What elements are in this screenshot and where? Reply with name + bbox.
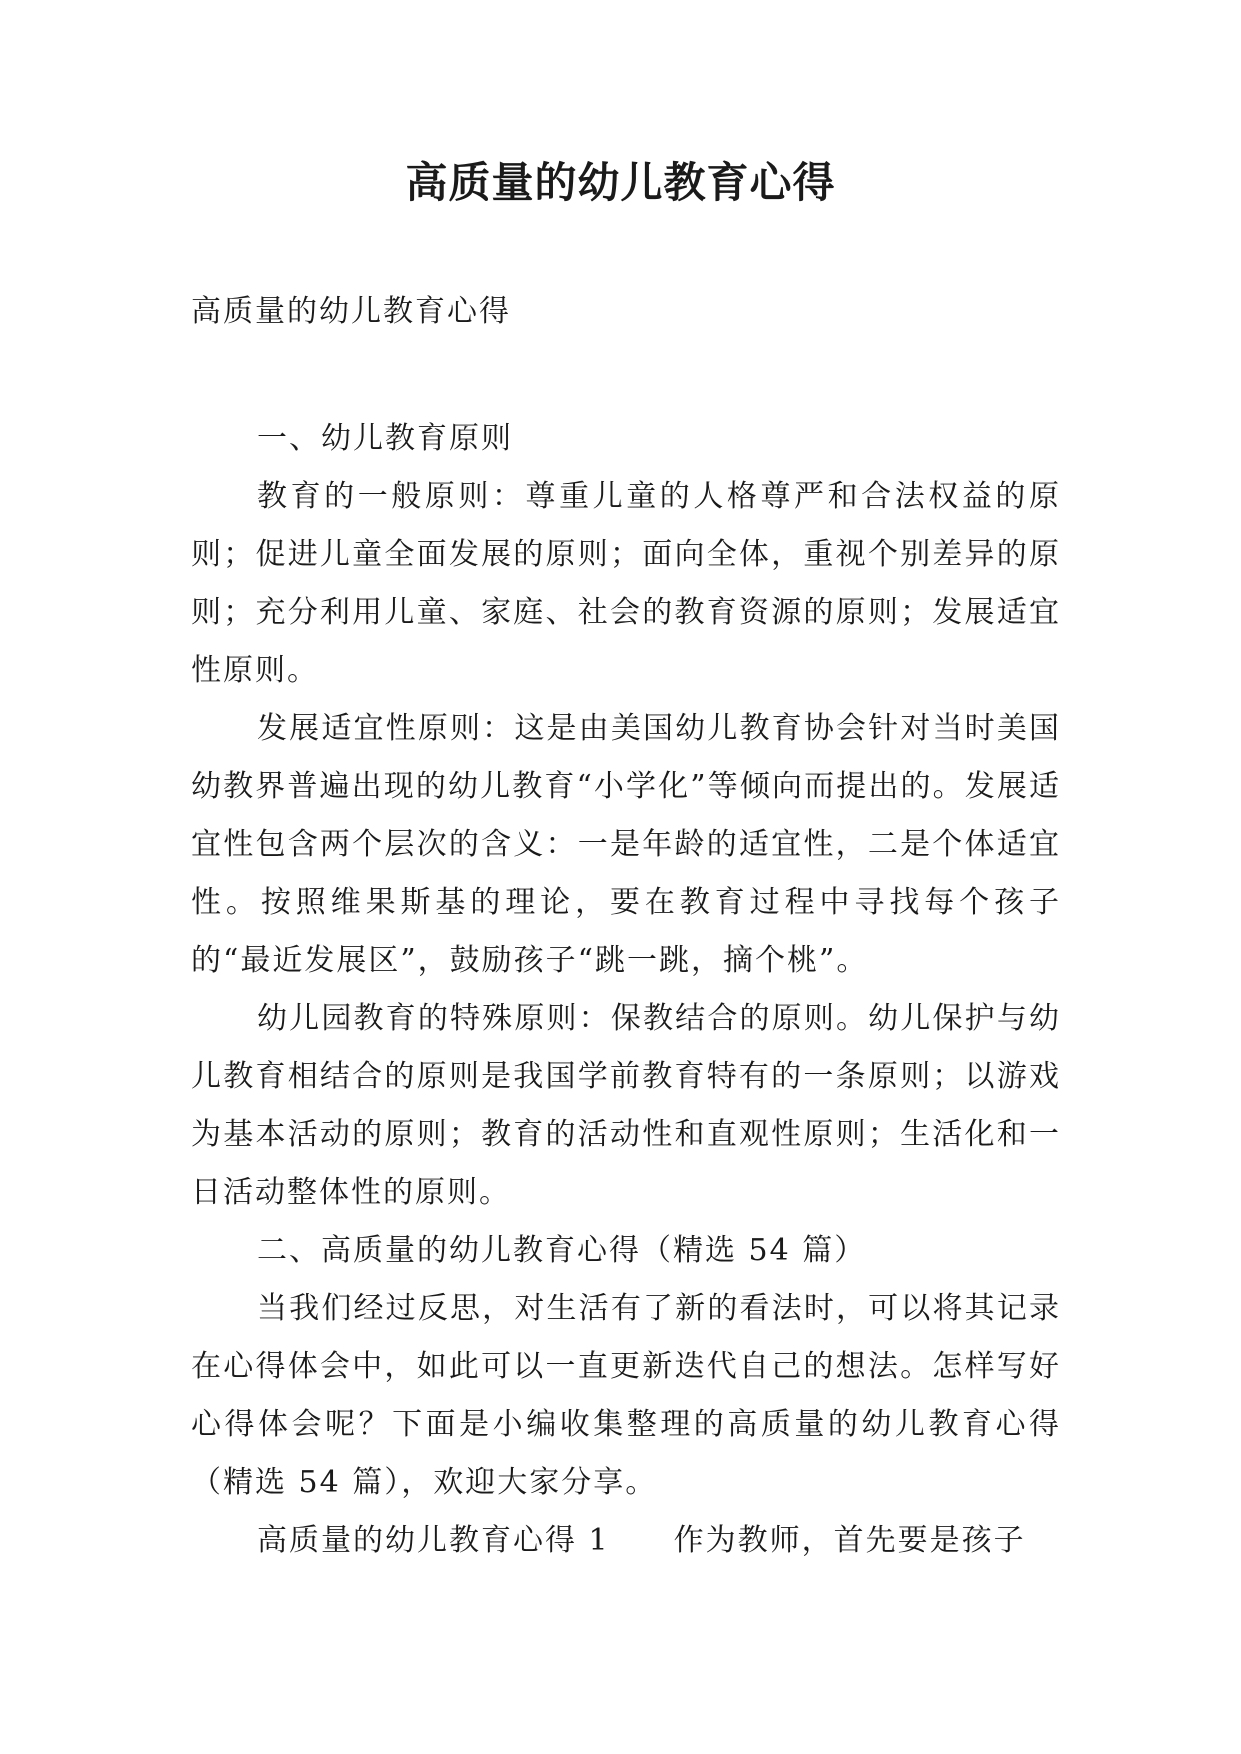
section-heading-essays: 二、高质量的幼儿教育心得（精选 54 篇） [257, 1233, 867, 1268]
document-title: 高质量的幼儿教育心得 [405, 158, 836, 207]
paragraph-special-principles: 幼儿园教育的特殊原则：保教结合的原则。幼儿保护与幼儿教育相结合的原则是我国学前教育特有的一条原则；以游戏为基本活动的原则；教育的活动性和直观性原则；生活化和一日活动整体性的原则。 [191, 1001, 1061, 1210]
paragraph-intro: 当我们经过反思，对生活有了新的看法时，可以将其记录在心得体会中，如此可以一直更新迭代自己的想法。怎样写好心得体会呢？下面是小编收集整理的高质量的幼儿教育心得（精选 54 篇），欢迎大家分享。 [191, 1291, 1061, 1500]
paragraph-essay-1: 高质量的幼儿教育心得 1 作为教师，首先要是孩子 [257, 1523, 1026, 1558]
document-body [191, 410, 1061, 1570]
document-subtitle: 高质量的幼儿教育心得 [191, 294, 511, 329]
paragraph-developmental-principle: 发展适宜性原则：这是由美国幼儿教育协会针对当时美国幼教界普遍出现的幼儿教育“小学化”等倾向而提出的。发展适宜性包含两个层次的含义：一是年龄的适宜性，二是个体适宜性。按照维果斯基的理论，要在教育过程中寻找每个孩子的“最近发展区”，鼓励孩子“跳一跳，摘个桃”。 [191, 711, 1061, 978]
paragraph-general-principles: 教育的一般原则：尊重儿童的人格尊严和合法权益的原则；促进儿童全面发展的原则；面向全体，重视个别差异的原则；充分利用儿童、家庭、社会的教育资源的原则；发展适宜性原则。 [191, 479, 1061, 688]
section-heading-principles: 一、幼儿教育原则 [257, 421, 513, 456]
